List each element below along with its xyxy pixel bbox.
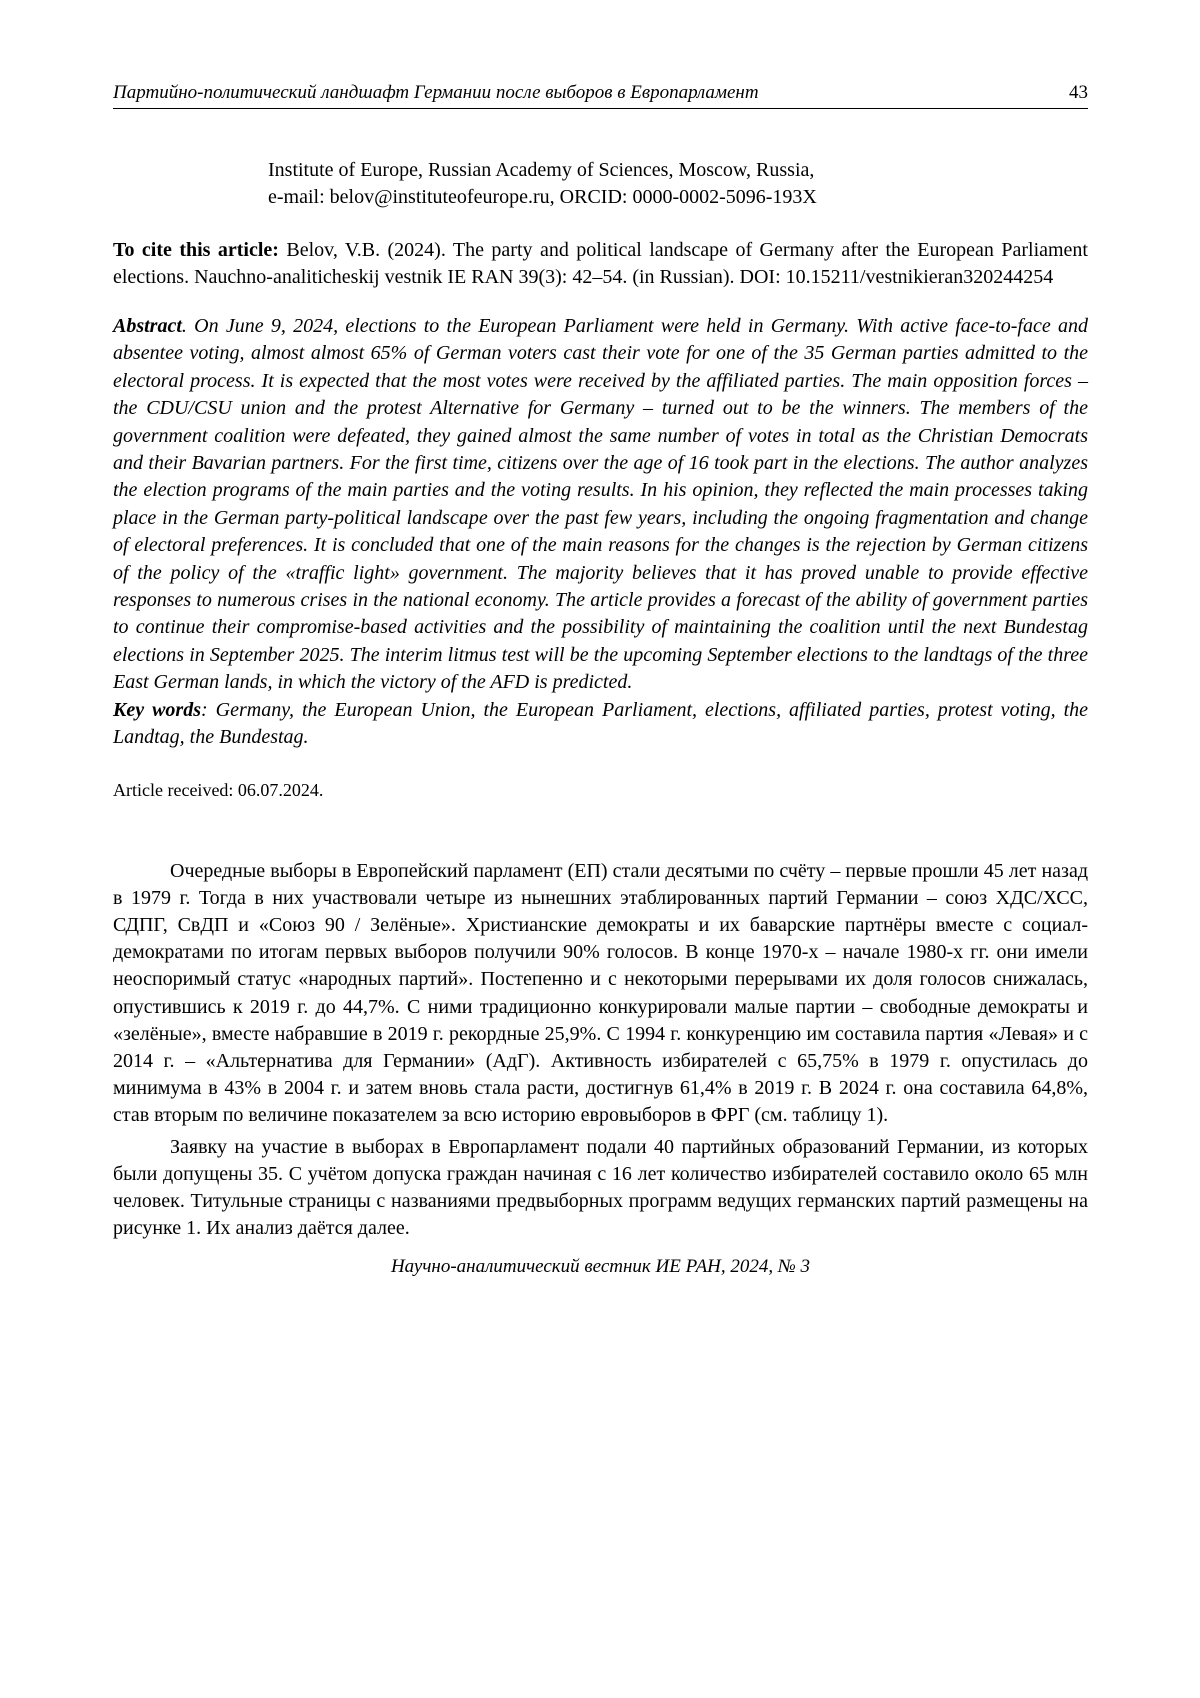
keywords-block [113, 697, 1088, 752]
page [113, 80, 1088, 1280]
abstract-block [113, 313, 1088, 697]
article-received: Article received: 06.07.2024. [113, 779, 324, 800]
citation-text: Belov, V.B. (2024). The party and political landscape of Germany after the European Parliament elections. Nauchno-analiticheskij vestnik IE RAN 39(3): 42–54. (in Russian). DOI: 10.15211/vestnikieran320244254 [113, 239, 1088, 288]
running-title: Партийно-политический ландшафт Германии после выборов в Европарламент [113, 82, 759, 103]
keywords-label: Key words [113, 698, 201, 721]
body-paragraph-1: Очередные выборы в Европейский парламент (ЕП) стали десятыми по счёту – первые прошли 45 лет назад в 1979 г. Тогда в них участвовали четыре из нынешних этаблированных партий Германии – союз ХДС/ХСС, СДПГ, СвДП и «Союз 90 / Зелёные». Христианские демократы и их баварские партнёры вместе с социал-демократами по итогам первых выборов получили 90% голосов. В конце 1970-х – начале 1980-х гг. они имели неоспоримый статус «народных партий». Постепенно и с некоторыми перерывами их доля голосов снижалась, опустившись к 2019 г. до 44,7%. С ними традиционно конкурировали малые партии – свободные демократы и «зелёные», вместе набравшие в 2019 г. рекордные 25,9%. С 1994 г. конкуренцию им составила партия «Левая» и с 2014 г. – «Альтернатива для Германии» (АдГ). Активность избирателей с 65,75% в 1979 г. опустилась до минимума в 43% в 2004 г. и затем вновь стала расти, достигнув 61,4% в 2019 г. В 2024 г. она составила 64,8%, став вторым по величине показателем за всю историю евровыборов в ФРГ (см. таблицу 1). [113, 859, 1088, 1127]
keywords-text: : Germany, the European Union, the European Parliament, elections, affiliated parties, protest voting, the Landtag, the Bundestag. [113, 698, 1089, 749]
affiliation-line-1: Institute of Europe, Russian Academy of Sciences, Moscow, Russia, [268, 159, 815, 181]
running-header [113, 80, 1088, 109]
article-body [113, 858, 1088, 1243]
citation-label: To cite this article: [113, 239, 279, 261]
citation-block [113, 237, 1088, 291]
abstract-label: Abstract [113, 315, 182, 337]
author-affiliation [113, 157, 1088, 211]
abstract-text: . On June 9, 2024, elections to the European Parliament were held in Germany. With active face-to-face and absentee voting, almost almost 65% of German voters cast their vote for one of the 35 German parties admitted to the electoral process. It is expected that the most votes were received by the affiliated parties. The main opposition forces – the CDU/CSU union and the protest Alternative for Germany – turned out to be the winners. The members of the government coalition were defeated, they gained almost the same number of votes in total as the Christian Democrats and their Bavarian partners. For the first time, citizens over the age of 16 took part in the elections. The author analyzes the election programs of the main parties and the voting results. In his opinion, they reflected the main processes taking place in the German party-political landscape over the past few years, including the ongoing fragmentation and change of electoral preferences. It is concluded that one of the main reasons for the changes is the rejection by German citizens of the policy of the «traffic light» government. The majority believes that it has proved unable to provide effective responses to numerous crises in the national economy. The article provides a forecast of the ability of government parties to continue their compromise-based activities and the possibility of maintaining the coalition until the next Bundestag elections in September 2025. The interim litmus test will be the upcoming September elections to the landtags of the three East German lands, in which the victory of the AFD is predicted. [113, 315, 1088, 694]
page-number: 43 [1069, 82, 1088, 103]
body-paragraph-2: Заявку на участие в выборах в Европарламент подали 40 партийных образований Германии, из которых были допущены 35. С учётом допуска граждан начиная с 16 лет количество избирателей составило около 65 млн человек. Титульные страницы с названиями предвыборных программ ведущих германских партий размещены на рисунке 1. Их анализ даётся далее. [113, 1135, 1088, 1240]
affiliation-line-2: e-mail: belov@instituteofeurope.ru, ORCID: 0000-0002-5096-193X [268, 186, 817, 208]
journal-footer: Научно-аналитический вестник ИЕ РАН, 2024, № 3 [390, 1256, 811, 1278]
